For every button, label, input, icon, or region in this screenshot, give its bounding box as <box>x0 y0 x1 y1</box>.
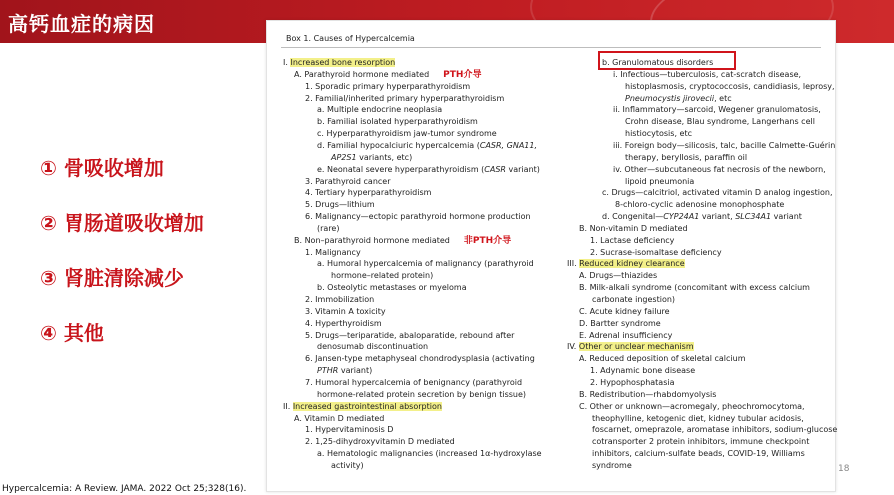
box-causes-of-hypercalcemia <box>266 20 836 492</box>
annotation-label: PTH介导 <box>443 69 482 80</box>
outline-line <box>602 212 802 222</box>
outline-line <box>615 200 784 210</box>
outline-text: IV. <box>567 342 577 352</box>
cause-item: ④ 其他 <box>40 321 104 345</box>
outline-text: d. Congenital— <box>602 212 664 222</box>
outline-line <box>579 224 688 234</box>
outline-text: variant) <box>338 366 373 376</box>
cause-item: ③ 肾脏清除减少 <box>40 266 184 290</box>
outline-text: 2. Sucrase-isomaltase deficiency <box>590 247 722 257</box>
outline-text: 3. Parathyroid cancer <box>305 176 391 186</box>
outline-line <box>625 153 747 163</box>
outline-line <box>317 224 339 234</box>
outline-line <box>331 271 433 281</box>
outline-line <box>579 331 672 341</box>
outline-text: b. Familial isolated hyperparathyroidism <box>317 117 478 127</box>
outline-text: a. Humoral hypercalcemia of malignancy (parathyroid <box>317 259 534 269</box>
outline-text: syndrome <box>592 460 632 470</box>
outline-text: 5. Drugs—teriparatide, abaloparatide, rebound after <box>305 330 515 340</box>
outline-text: B. Milk-alkali syndrome (concomitant with excess calcium <box>579 283 810 293</box>
divider <box>281 47 821 48</box>
outline-line <box>579 319 661 329</box>
outline-text: A. Vitamin D mediated <box>294 413 385 423</box>
outline-line <box>305 295 374 305</box>
outline-text: B. Redistribution—rhabdomyolysis <box>579 389 717 399</box>
outline-text: II. <box>283 401 291 411</box>
outline-line <box>602 58 713 68</box>
outline-line <box>305 378 522 388</box>
outline-line <box>305 177 391 187</box>
box-title: Box 1. Causes of Hypercalcemia <box>286 34 415 43</box>
outline-text: b. Granulomatous disorders <box>602 58 714 67</box>
outline-line <box>592 449 805 459</box>
outline-text: 2. Familial/inherited primary hyperparathyroidism <box>305 93 505 103</box>
outline-text: PTHR <box>317 366 339 376</box>
outline-line <box>317 141 537 151</box>
highlighted-heading: Other or unclear mechanism <box>578 342 694 352</box>
outline-line <box>317 366 372 376</box>
outline-line <box>331 153 412 163</box>
outline-text: B. Non-vitamin D mediated <box>579 223 688 233</box>
outline-text: 5. Drugs—lithium <box>305 200 375 210</box>
outline-text: 1. Adynamic bone disease <box>590 366 696 376</box>
highlighted-heading: Increased bone resorption <box>290 58 396 67</box>
citation: Hypercalcemia: A Review. JAMA. 2022 Oct 25;328(16). <box>2 484 247 494</box>
outline-line <box>294 70 481 80</box>
outline-line <box>305 425 393 435</box>
outline-line <box>579 354 746 364</box>
outline-line <box>317 259 534 269</box>
outline-text: 3. Vitamin A toxicity <box>305 306 386 316</box>
outline-text: hormone-related protein secretion by benign tissue) <box>317 389 527 399</box>
outline-text: theophylline, ketogenic diet, kidney tubular acidosis, <box>592 413 804 423</box>
outline-text: A. Drugs—thiazides <box>579 271 658 281</box>
outline-text: 8-chloro-cyclic adenosine monophosphate <box>615 200 785 210</box>
outline-text: B. Non–parathyroid hormone mediated <box>294 235 450 245</box>
outline-text: variant) <box>505 164 540 174</box>
outline-text: SLC34A1 <box>735 212 772 222</box>
outline-line <box>317 283 467 293</box>
outline-text: i. Infectious—tuberculosis, cat-scratch disease, <box>613 69 802 79</box>
outline-text: foscarnet, omeprazole, aromatase inhibitors, sodium-glucose <box>592 425 838 435</box>
outline-text: d. Familial hypocalciuric hypercalcemia ( <box>317 140 480 150</box>
outline-text: 1. Hypervitaminosis D <box>305 425 394 435</box>
outline-text: 2. 1,25-dihydroxyvitamin D mediated <box>305 437 455 447</box>
outline-line <box>305 354 535 364</box>
outline-text: (rare) <box>317 223 340 233</box>
outline-text: CASR <box>484 164 506 174</box>
outline-text: Crohn disease, Blau syndrome, Langerhans cell <box>625 117 815 127</box>
outline-line <box>567 259 685 269</box>
outline-line <box>602 188 833 198</box>
outline-line <box>625 129 692 139</box>
outline-line <box>592 414 804 424</box>
outline-line <box>592 425 837 435</box>
slide-title: 高钙血症的病因 <box>8 12 155 36</box>
outline-text: 6. Malignancy—ectopic parathyroid hormone production <box>305 212 531 222</box>
outline-text: I. <box>283 58 288 67</box>
outline-text: activity) <box>331 460 364 470</box>
outline-line <box>305 437 455 447</box>
outline-line <box>305 200 375 210</box>
outline-line <box>579 402 805 412</box>
outline-text: iv. Other—subcutaneous fat necrosis of the newborn, <box>613 164 826 174</box>
outline-line <box>317 105 442 115</box>
annotation-label: 非PTH介导 <box>463 235 512 246</box>
outline-text: lipoid pneumonia <box>625 176 695 186</box>
outline-line <box>613 141 835 151</box>
outline-line <box>317 165 540 175</box>
outline-text: carbonate ingestion) <box>592 295 676 304</box>
outline-line <box>579 271 657 281</box>
outline-line <box>567 342 694 352</box>
outline-line <box>613 70 801 80</box>
outline-text: inhibitors, calcium-sulfate beads, COVID-19, Williams <box>592 449 805 459</box>
outline-line <box>625 177 694 187</box>
outline-line <box>579 307 670 317</box>
outline-text: histiocytosis, etc <box>625 129 692 139</box>
outline-text: iii. Foreign body—silicosis, talc, bacille Calmette-Guérin <box>613 140 836 150</box>
outline-text: AP2S1 <box>331 152 357 162</box>
outline-text: 2. Immobilization <box>305 295 375 304</box>
outline-line <box>579 283 810 293</box>
outline-text: A. Parathyroid hormone mediated <box>294 69 430 79</box>
outline-text: therapy, beryllosis, paraffin oil <box>625 152 748 162</box>
outline-text: 1. Sporadic primary hyperparathyroidism <box>305 81 471 91</box>
outline-text: III. <box>567 259 577 269</box>
outline-text: C. Acute kidney failure <box>579 306 670 316</box>
highlighted-heading: Increased gastrointestinal absorption <box>292 401 442 411</box>
outline-line <box>625 94 732 104</box>
outline-line <box>283 58 395 68</box>
outline-line <box>305 319 382 329</box>
page-number: 18 <box>838 464 850 474</box>
outline-line <box>590 366 695 376</box>
outline-line <box>294 236 511 246</box>
outline-line <box>625 117 815 127</box>
outline-text: c. Hyperparathyroidism jaw-tumor syndrome <box>317 129 497 139</box>
outline-text: a. Multiple endocrine neoplasia <box>317 105 443 115</box>
outline-text: denosumab discontinuation <box>317 342 429 352</box>
outline-text: cotransporter 2 protein inhibitors, immune checkpoint <box>592 437 810 447</box>
outline-line <box>613 105 821 115</box>
outline-line <box>317 390 526 400</box>
outline-line <box>294 414 384 424</box>
outline-text: 6. Jansen-type metaphyseal chondrodysplasia (activating <box>305 354 535 364</box>
outline-line <box>590 378 675 388</box>
outline-text: , etc <box>714 93 732 103</box>
outline-line <box>317 129 497 139</box>
outline-text: b. Osteolytic metastases or myeloma <box>317 283 467 293</box>
outline-line <box>305 188 431 198</box>
outline-line <box>590 248 722 258</box>
outline-text: C. Other or unknown—acromegaly, pheochromocytoma, <box>579 401 805 411</box>
outline-text: 1. Malignancy <box>305 247 361 257</box>
outline-text: 2. Hypophosphatasia <box>590 377 675 387</box>
outline-text: e. Neonatal severe hyperparathyroidism ( <box>317 164 485 174</box>
outline-text: c. Drugs—calcitriol, activated vitamin D analog ingestion, <box>602 188 833 198</box>
outline-line <box>305 307 386 317</box>
outline-text: ii. Inflammatory—sarcoid, Wegener granulomatosis, <box>613 105 821 115</box>
cause-item: ② 胃肠道吸收增加 <box>40 211 204 235</box>
outline-line <box>331 461 364 471</box>
outline-text: 4. Tertiary hyperparathyroidism <box>305 188 432 198</box>
outline-line <box>592 295 675 305</box>
outline-text: hormone–related protein) <box>331 271 434 281</box>
outline-line <box>283 402 442 412</box>
outline-text: Pneumocystis jirovecii <box>625 93 715 103</box>
outline-line <box>317 449 542 459</box>
outline-text: a. Hematologic malignancies (increased 1α-hydroxylase <box>317 449 542 459</box>
outline-text: histoplasmosis, cryptococcosis, candidiasis, leprosy, <box>625 81 835 91</box>
outline-line <box>613 165 826 175</box>
outline-line <box>305 212 531 222</box>
outline-text: 7. Humoral hypercalcemia of benignancy (parathyroid <box>305 377 523 387</box>
highlighted-heading: Reduced kidney clearance <box>579 259 685 269</box>
outline-line <box>317 342 428 352</box>
cause-item: ① 骨吸收增加 <box>40 156 164 180</box>
outline-text: variant <box>771 212 802 222</box>
outline-line <box>592 461 632 471</box>
outline-line <box>317 117 478 127</box>
outline-text: E. Adrenal insufficiency <box>579 330 673 340</box>
outline-line <box>590 236 674 246</box>
outline-text: variant, <box>699 212 736 222</box>
outline-line <box>625 82 835 92</box>
outline-line <box>592 437 809 447</box>
outline-text: CASR, GNA11, <box>479 140 538 150</box>
outline-text: D. Bartter syndrome <box>579 318 661 328</box>
outline-text: A. Reduced deposition of skeletal calcium <box>579 354 746 364</box>
outline-line <box>305 82 470 92</box>
outline-text: 1. Lactase deficiency <box>590 235 675 245</box>
outline-line <box>305 331 514 341</box>
outline-line <box>579 390 716 400</box>
outline-line <box>305 248 361 258</box>
outline-text: CYP24A1 <box>663 212 700 222</box>
outline-text: variants, etc) <box>356 152 413 162</box>
outline-line <box>305 94 504 104</box>
outline-text: 4. Hyperthyroidism <box>305 318 382 328</box>
